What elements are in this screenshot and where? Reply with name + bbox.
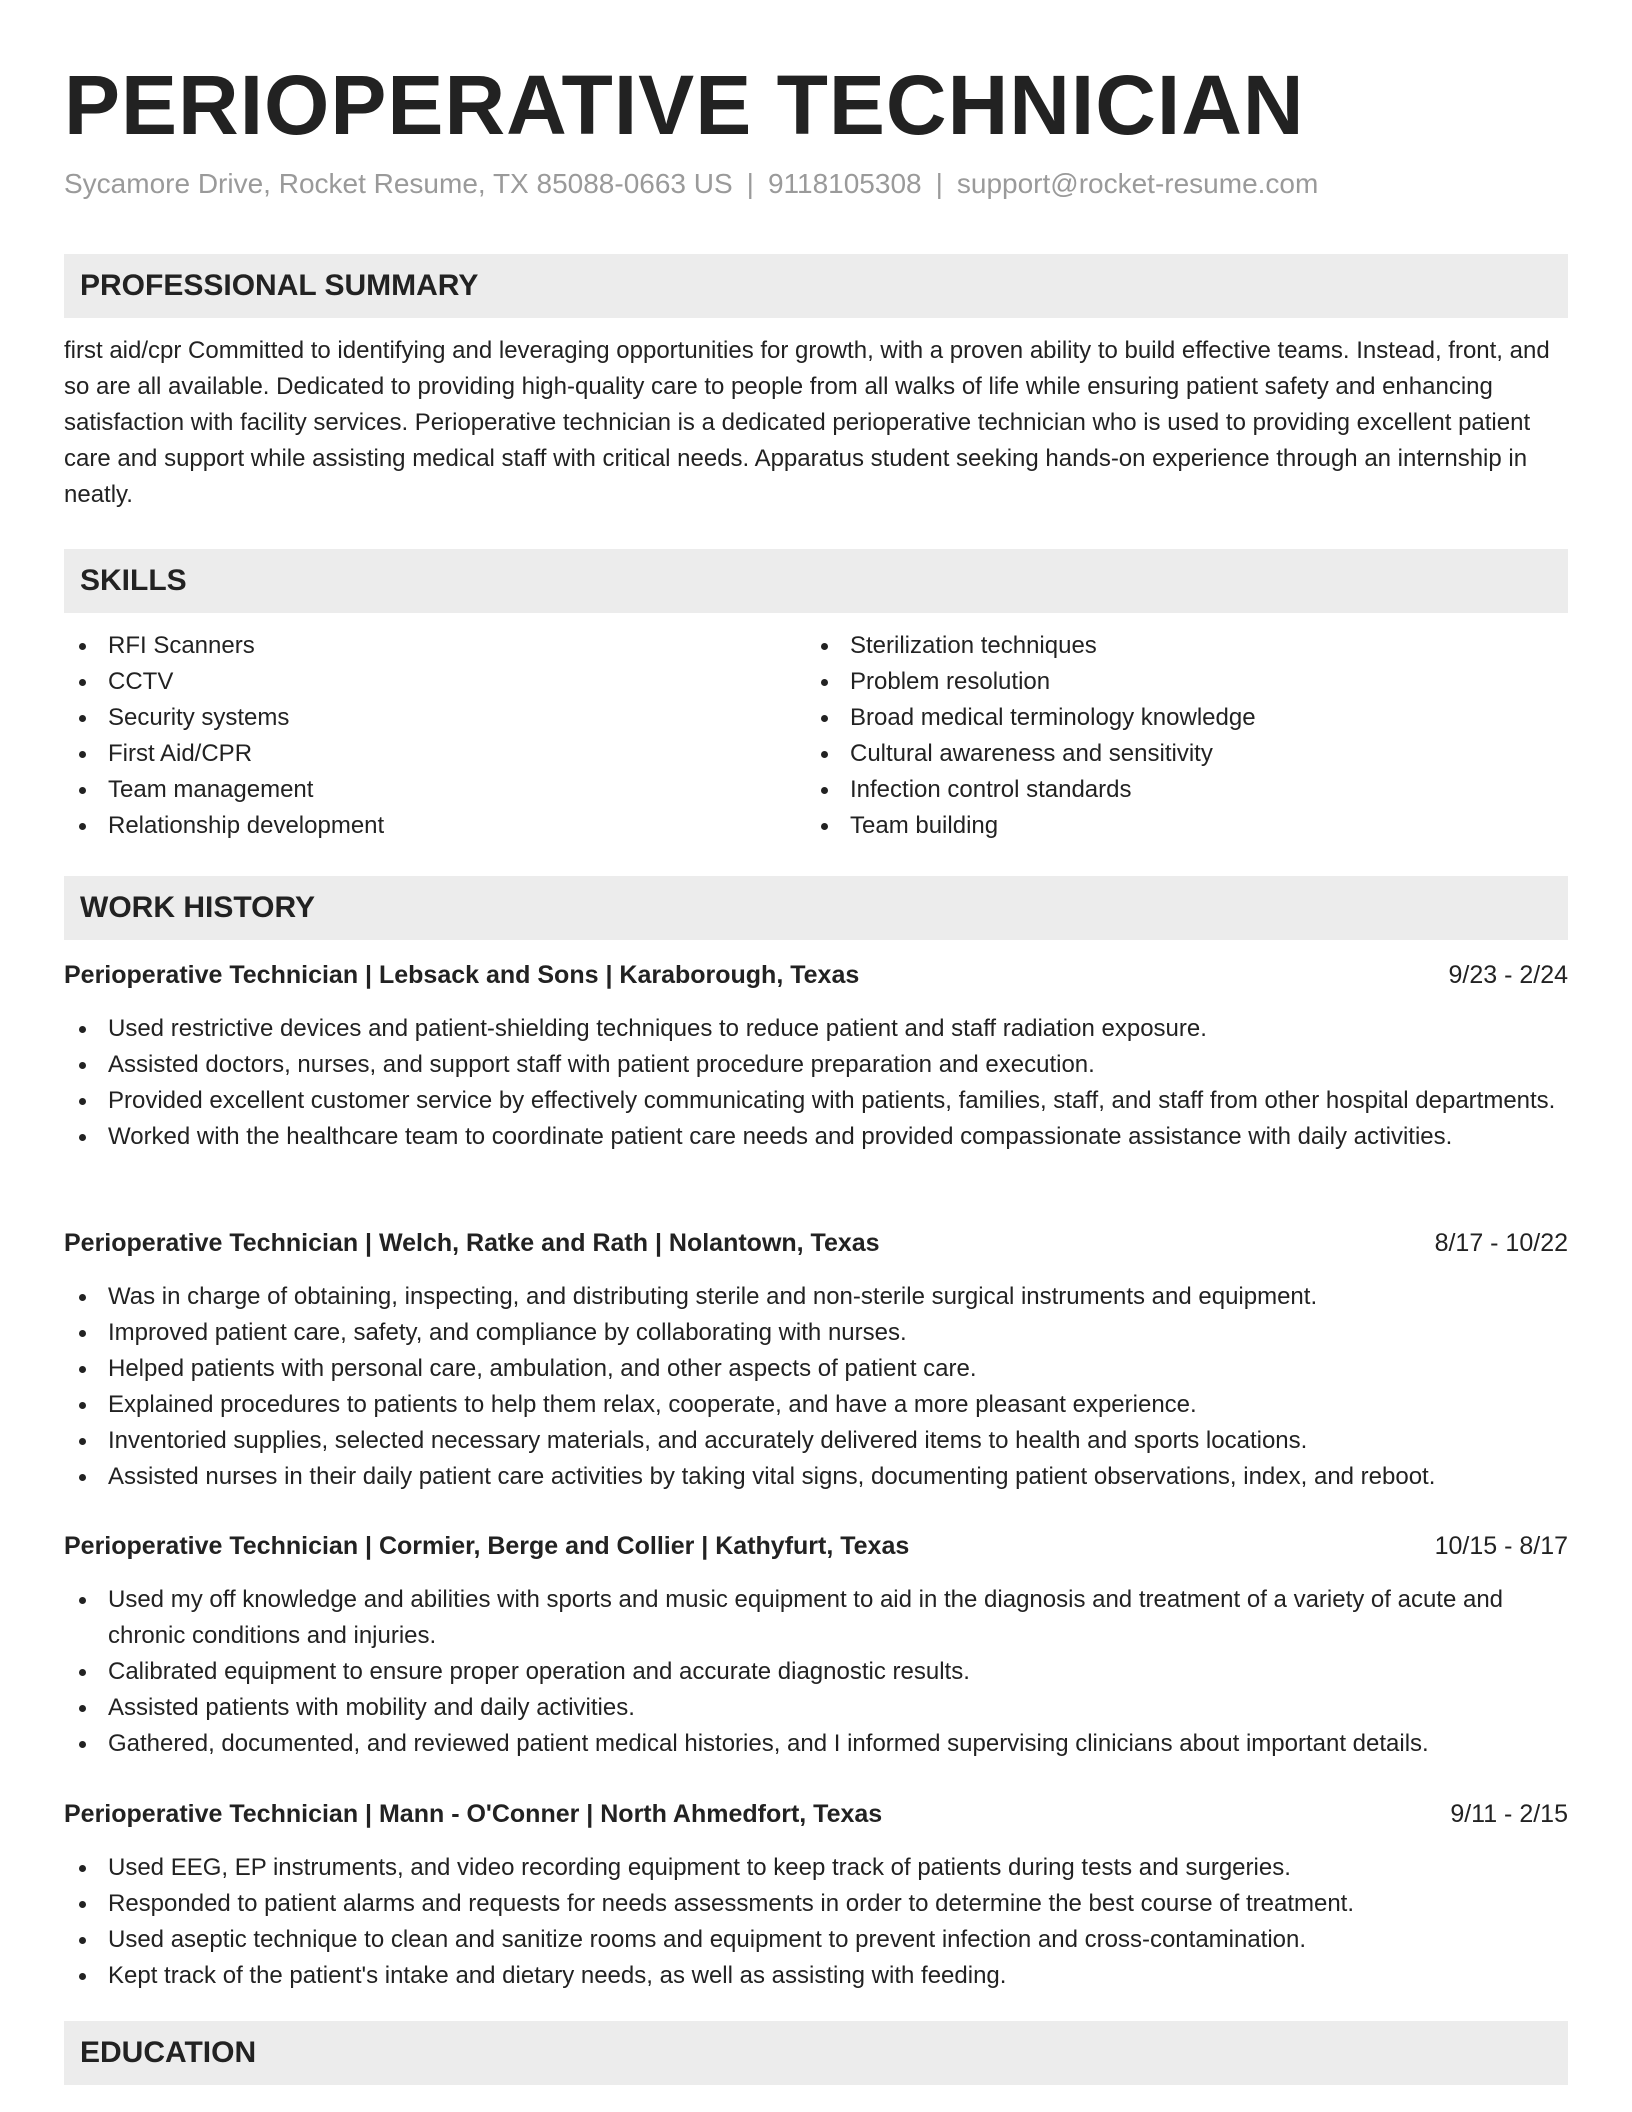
skill-item: CCTV [64, 664, 384, 700]
duty-item: Used EEG, EP instruments, and video recording equipment to keep track of patients during tests and surgeries. [64, 1850, 1568, 1886]
job-duties [64, 1582, 1568, 1762]
duty-item: Assisted doctors, nurses, and support staff with patient procedure preparation and execution. [64, 1047, 1568, 1083]
job-entry [64, 1528, 1568, 1762]
job-entry [64, 1796, 1568, 1994]
job-dates: 9/23 - 2/24 [1448, 961, 1568, 989]
job-duties [64, 1279, 1568, 1495]
job-title: Perioperative Technician | Mann - O'Conner | North Ahmedfort, Texas [64, 1800, 883, 1828]
section-header-skills: SKILLS [64, 549, 1568, 613]
skills-list-right [806, 628, 1256, 844]
duty-item: Kept track of the patient's intake and dietary needs, as well as assisting with feeding. [64, 1958, 1568, 1994]
skill-item: Sterilization techniques [806, 628, 1256, 664]
contact-phone: 9118105308 [767, 168, 922, 199]
contact-line [64, 166, 1318, 202]
section-header-work-history: WORK HISTORY [64, 876, 1568, 940]
contact-separator: | [935, 168, 943, 199]
skill-item: Security systems [64, 700, 384, 736]
duty-item: Gathered, documented, and reviewed patient medical histories, and I informed supervising clinicians about important details. [64, 1726, 1568, 1762]
job-dates: 8/17 - 10/22 [1434, 1229, 1568, 1257]
skill-item: Cultural awareness and sensitivity [806, 736, 1256, 772]
section-header-education: EDUCATION [64, 2021, 1568, 2085]
job-title: Perioperative Technician | Lebsack and Sons | Karaborough, Texas [64, 961, 860, 989]
skill-item: First Aid/CPR [64, 736, 384, 772]
duty-item: Improved patient care, safety, and compliance by collaborating with nurses. [64, 1315, 1568, 1351]
skill-item: Team management [64, 772, 384, 808]
duty-item: Worked with the healthcare team to coordinate patient care needs and provided compassionate assistance with daily activities. [64, 1119, 1568, 1155]
duty-item: Provided excellent customer service by effectively communicating with patients, families, staff, and staff from other hospital departments. [64, 1083, 1568, 1119]
job-duties [64, 1011, 1568, 1155]
skills-list-left [64, 628, 384, 844]
job-entry [64, 1225, 1568, 1495]
section-header-summary: PROFESSIONAL SUMMARY [64, 254, 1568, 318]
skill-item: Infection control standards [806, 772, 1256, 808]
duty-item: Explained procedures to patients to help them relax, cooperate, and have a more pleasant experience. [64, 1387, 1568, 1423]
contact-email: support@rocket-resume.com [956, 168, 1319, 199]
duty-item: Was in charge of obtaining, inspecting, and distributing sterile and non-sterile surgical instruments and equipment. [64, 1279, 1568, 1315]
summary-text: first aid/cpr Committed to identifying and leveraging opportunities for growth, with a proven ability to build effective teams. Instead, front, and so are all available. Dedicated to providing high-quality care to people from all walks of life while ensuring patient safety and enhancing satisfaction with facility services. Perioperative technician is a dedicated perioperative technician who is used to providing excellent patient care and support while assisting medical staff with critical needs. Apparatus student seeking hands-on experience through an internship in neatly. [64, 337, 1550, 508]
skill-item: Broad medical terminology knowledge [806, 700, 1256, 736]
contact-separator: | [746, 168, 754, 199]
skill-item: Team building [806, 808, 1256, 844]
duty-item: Used restrictive devices and patient-shielding techniques to reduce patient and staff radiation exposure. [64, 1011, 1568, 1047]
job-title: Perioperative Technician | Welch, Ratke and Rath | Nolantown, Texas [64, 1229, 880, 1257]
duty-item: Helped patients with personal care, ambulation, and other aspects of patient care. [64, 1351, 1568, 1387]
resume-name: PERIOPERATIVE TECHNICIAN [64, 58, 1305, 152]
job-entry [64, 957, 1568, 1155]
job-title: Perioperative Technician | Cormier, Berge and Collier | Kathyfurt, Texas [64, 1532, 910, 1560]
duty-item: Used my off knowledge and abilities with sports and music equipment to aid in the diagnosis and treatment of a variety of acute and chronic conditions and injuries. [64, 1582, 1568, 1654]
job-duties [64, 1850, 1568, 1994]
skill-item: Relationship development [64, 808, 384, 844]
duty-item: Assisted patients with mobility and daily activities. [64, 1690, 1568, 1726]
contact-address: Sycamore Drive, Rocket Resume, TX 85088-0663 US [64, 168, 733, 199]
job-dates: 10/15 - 8/17 [1434, 1532, 1568, 1560]
skill-item: RFI Scanners [64, 628, 384, 664]
skill-item: Problem resolution [806, 664, 1256, 700]
duty-item: Inventoried supplies, selected necessary materials, and accurately delivered items to health and sports locations. [64, 1423, 1568, 1459]
duty-item: Assisted nurses in their daily patient care activities by taking vital signs, documenting patient observations, index, and reboot. [64, 1459, 1568, 1495]
job-dates: 9/11 - 2/15 [1450, 1800, 1568, 1828]
duty-item: Responded to patient alarms and requests for needs assessments in order to determine the best course of treatment. [64, 1886, 1568, 1922]
duty-item: Calibrated equipment to ensure proper operation and accurate diagnostic results. [64, 1654, 1568, 1690]
duty-item: Used aseptic technique to clean and sanitize rooms and equipment to prevent infection and cross-contamination. [64, 1922, 1568, 1958]
